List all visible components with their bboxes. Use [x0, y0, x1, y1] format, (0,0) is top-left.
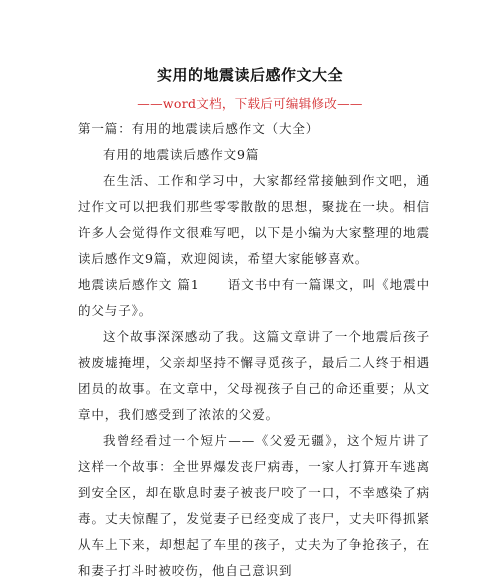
- paragraph-3: 我曾经看过一个短片——《父爱无疆》，这个短片讲了这样一个故事：全世界爆发丧尸病毒，一家人打算开车逃离到安全区，却在歇息时妻子被丧尸咬了一口，不幸感染了病毒。丈夫惊醒了，发觉妻子已经变成了丧尸，丈夫吓得抓紧从车上下来，却想起了车里的孩子，丈夫为了争抢孩子，在和妻子打斗时被咬伤，他自己意识到: [78, 433, 430, 578]
- paragraph-2: 这个故事深深感动了我。这篇文章讲了一个地震后孩子被废墟掩埋，父亲却坚持不懈寻觅孩子，最后二人终于相遇团员的故事。在文章中，父母视孩子自己的命还重要；从文章中，我们感受到了浓浓的父爱。: [78, 329, 430, 422]
- essay-1-label: 地震读后感作文 篇1: [78, 277, 200, 292]
- document-subtitle: ——word文档，下载后可编辑修改——: [137, 96, 363, 111]
- document-title: 实用的地震读后感作文大全: [156, 66, 343, 84]
- intro-paragraph: 在生活、工作和学习中，大家都经常接触到作文吧，通过作文可以把我们那些零零散散的思想，聚拢在一块。相信许多人会觉得作文很难写吧，以下是小编为大家整理的地震读后感作文9篇，欢迎阅读，希望大家能够喜欢。: [78, 173, 430, 266]
- essay-1-first-line: 语文书中有一篇课文，叫《地震中的父与子》。: [78, 277, 430, 318]
- essay-1-heading: [78, 272, 430, 324]
- sub-heading: 有用的地震读后感作文9篇: [103, 147, 260, 162]
- part-heading: 第一篇：有用的地震读后感作文（大全）: [78, 121, 320, 136]
